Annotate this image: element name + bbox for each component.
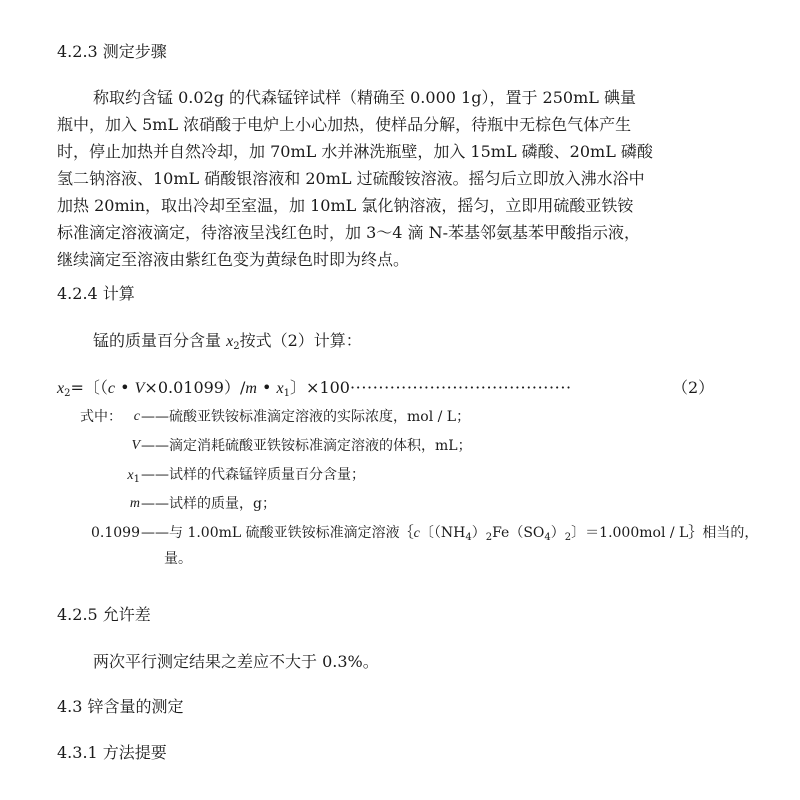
procedure-line: 瓶中，加入 5mL 浓硝酸于电炉上小心加热，使样品分解，待瓶中无棕色气体产生 [57, 115, 632, 134]
formula [57, 378, 572, 399]
def-row-constant [141, 523, 758, 544]
calc-intro-var: x [226, 333, 234, 350]
def-term-x1-var: x [127, 468, 134, 483]
procedure-line: 继续滴定至溶液由紫红色变为黄绿色时即为终点。 [57, 250, 410, 269]
def-text: 试样的代森锰锌质量百分含量； [169, 467, 365, 483]
def-text: 〕＝1.000mol / L｝相当的， [571, 525, 759, 541]
def-dash: —— [141, 438, 169, 454]
def-term-x1 [110, 465, 140, 486]
calc-intro [93, 331, 362, 352]
formula-var-m: m [245, 380, 257, 397]
def-row-m [141, 494, 276, 514]
def-row-v [141, 436, 472, 456]
calc-intro-sub: 2 [233, 341, 240, 352]
def-term-x1-sub: 1 [133, 474, 140, 485]
def-dash: —— [141, 496, 169, 512]
formula-part: 〕×100 [290, 378, 350, 397]
def-term-c: c [133, 409, 140, 424]
formula-dot: • [115, 378, 135, 397]
def-sub: 4 [465, 532, 472, 543]
formula-lhs-sub: 2 [64, 388, 71, 399]
formula-part: ×0.01099）/ [144, 378, 246, 397]
def-row-constant-cont: 量。 [164, 551, 192, 567]
formula-var-x1: x [276, 380, 284, 397]
procedure-line: 氢二钠溶液、10mL 硝酸银溶液和 20mL 过硫酸铵溶液。摇匀后立即放入沸水浴中 [57, 169, 645, 188]
def-sub: 2 [564, 532, 572, 543]
section-heading-4-3: 4.3 锌含量的测定 [57, 697, 184, 716]
formula-leader-dots: ······································· [349, 378, 572, 397]
formula-var-v: V [134, 380, 145, 397]
def-dash: —— [141, 409, 169, 425]
section-heading-4-2-5: 4.2.5 允许差 [57, 605, 151, 624]
def-sub: 2 [485, 532, 493, 543]
def-text: 滴定消耗硫酸亚铁铵标准滴定溶液的体积，mL； [169, 438, 472, 454]
calc-intro-text: 锰的质量百分含量 [93, 331, 227, 350]
def-text: 硫酸亚铁铵标准滴定溶液的实际浓度，mol / L； [169, 409, 471, 425]
def-text: ） [471, 525, 486, 541]
procedure-line: 称取约含锰 0.02g 的代森锰锌试样（精确至 0.000 1g），置于 250mL 碘量 [93, 88, 636, 107]
section-heading-4-2-4: 4.2.4 计算 [57, 284, 135, 303]
def-term-v: V [131, 438, 140, 453]
tolerance-text: 两次平行测定结果之差应不大于 0.3%。 [93, 652, 379, 671]
def-term-constant: 0.1099 [91, 525, 140, 541]
def-text: 〔（NH [419, 525, 466, 541]
section-heading-4-2-3: 4.2.3 测定步骤 [57, 42, 167, 61]
formula-number: （2） [672, 378, 715, 397]
def-sub: 4 [544, 532, 551, 543]
def-text: 与 1.00mL 硫酸亚铁铵标准滴定溶液｛ [169, 525, 414, 541]
def-dash: —— [141, 525, 169, 541]
formula-var-x1-sub: 1 [283, 388, 291, 399]
def-row-x1 [141, 465, 365, 485]
def-dash: —— [141, 467, 169, 483]
def-term-m: m [129, 496, 140, 511]
formula-lhs: x [57, 380, 65, 397]
formula-part: =〔（ [70, 378, 108, 397]
procedure-line: 时，停止加热并自然冷却，加 70mL 水并淋洗瓶壁，加入 15mL 磷酸、20mL 磷酸 [57, 142, 653, 161]
calc-intro-text-after: 按式（2）计算： [239, 331, 362, 350]
section-heading-4-3-1: 4.3.1 方法提要 [57, 743, 167, 762]
formula-dot: • [256, 378, 277, 397]
definitions-prefix: 式中： [80, 409, 122, 425]
def-text: 试样的质量，g； [169, 496, 276, 512]
def-text: ） [550, 525, 565, 541]
procedure-line: 加热 20min，取出冷却至室温，加 10mL 氯化钠溶液，摇匀，立即用硫酸亚铁铵 [57, 196, 634, 215]
formula-var-c: c [107, 380, 116, 397]
procedure-line: 标准滴定溶液滴定，待溶液呈浅红色时，加 3～4 滴 N-苯基邻氨基苯甲酸指示液， [57, 223, 641, 242]
def-text: Fe（SO [492, 525, 545, 541]
def-var-c: c [413, 526, 420, 541]
def-row-c [141, 407, 470, 427]
